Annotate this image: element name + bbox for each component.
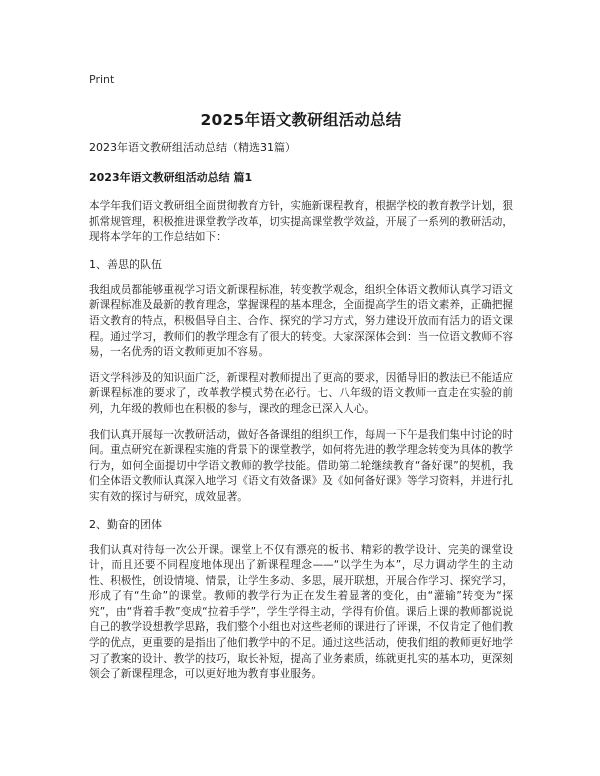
body-paragraph: 我组成员都能够重视学习语文新课程标准，转变教学观念，组织全体语文教师认真学习语文新课程标准及最新的教育理念，掌握课程的基本理念，全面提高学生的语文素养，正确把握语文教育的特点，积极倡导自主、合作、探究的学习方式，努力建设开放而有活力的语文课程。通过学习，教师们的教学理念有了很大的转变。大家深深体会到：当一位语文教师不容易，一名优秀的语文教师更加不容易。	[89, 283, 513, 359]
document-subtitle: 2023年语文教研组活动总结（精选31篇）	[89, 141, 296, 154]
intro-paragraph: 本学年我们语文教研组全面贯彻教育方针，实施新课程教育，根据学校的教育教学计划，狠抓常规管理，积极推进课堂教学改革，切实提高课堂教学效益，开展了一系列的教研活动，现将本学年的工作总结如下：	[89, 200, 513, 244]
sub-heading-team: 1、善思的队伍	[89, 257, 162, 271]
print-label[interactable]: Print	[89, 73, 115, 86]
document-title: 2025年语文教研组活动总结	[200, 111, 402, 129]
sub-heading-group: 2、勤奋的团体	[89, 517, 162, 531]
body-paragraph: 我们认真开展每一次教研活动，做好各备课组的组织工作，每周一下午是我们集中讨论的时间。重点研究在新课程实施的背景下的课堂教学，如何将先进的教学理念转变为具体的教学行为，如何全面提切中学语文教师的教学技能。借助第二轮继续教育“备好课”的契机，我们全体语文教师认真深入地学习《语文有效备课》及《如何备好课》等学习资料，并进行扎实有效的探讨与研究，成效显著。	[89, 428, 513, 503]
body-paragraph: 我们认真对待每一次公开课。课堂上不仅有漂亮的板书、精彩的教学设计、完美的课堂设计，而且还要不同程度地体现出了新课程理念——“以学生为本”，尽力调动学生的主动性、积极性，创设情境、情景，让学生多动、多思，展开联想，开展合作学习、探究学习，形成了有“生命”的课堂。教师的教学行为正在发生着显著的变化，由“灌输”转变为“探究”，由“背着手教”变成“拉着手学”，学生学得主动，学得有价值。课后上课的教师都说说自己的教学设想教学思路，我们整个小组也对这些老师的课进行了评课，不仅肯定了他们教学的优点，更重要的是指出了他们教学中的不足。通过这些活动，使我们组的教师更好地学习了教案的设计、教学的技巧，取长补短，提高了业务素质，练就更扎实的基本功，更深刻领会了新课程理念，可以更好地为教育事业服务。	[89, 543, 513, 681]
body-paragraph: 语文学科涉及的知识面广泛，新课程对教师提出了更高的要求，因循导旧的教法已不能适应新课程标准的要求了，改革教学模式势在必行。七、八年级的语文教师一直走在实验的前列，九年级的教师也在积极的参与，课改的理念已深入人心。	[89, 371, 513, 415]
section-heading: 2023年语文教研组活动总结 篇1	[89, 171, 253, 184]
